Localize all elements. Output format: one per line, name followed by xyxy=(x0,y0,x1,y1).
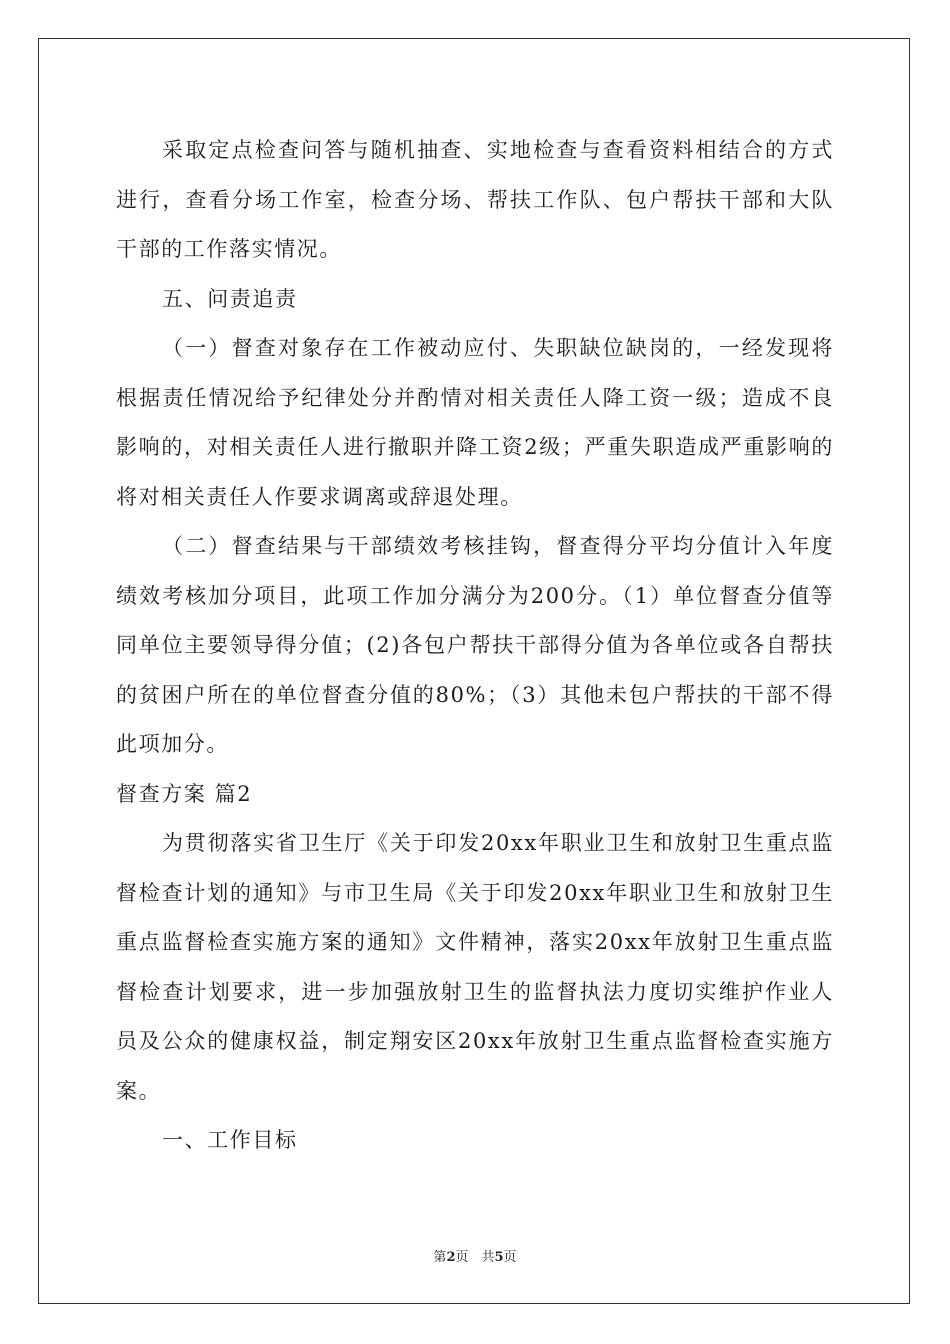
footer-suffix: 页 xyxy=(503,1250,517,1265)
footer-mid: 页 共 xyxy=(455,1250,495,1265)
article-title-part-2: 督查方案 篇2 xyxy=(116,781,253,806)
paragraph-plan-intro: 为贯彻落实省卫生厅《关于印发20xx年职业卫生和放射卫生重点监督检查计划的通知》与市卫生局《关于印发20xx年职业卫生和放射卫生重点监督检查实施方案的通知》文件精神，落实20xx年放射卫生重点监督检查计划要求，进一步加强放射卫生的监督执法力度切实维护作业人员及公众的健康权益，制定翔安区20xx年放射卫生重点监督检查实施方案。 xyxy=(116,831,834,1103)
page-number-footer xyxy=(0,1246,950,1265)
section-heading-work-goal: 一、工作目标 xyxy=(162,1128,298,1152)
section-heading-accountability: 五、问责追责 xyxy=(162,286,298,311)
paragraph-accountability-2: （二）督查结果与干部绩效考核挂钩，督查得分平均分值计入年度绩效考核加分项目，此项工作加分满分为200分。（1）单位督查分值等同单位主要领导得分值；(2)各包户帮扶干部得分值为各单位或各自帮扶的贫困户所在的单位督查分值的80%；（3）其他未包户帮扶的干部不得此项加分。 xyxy=(116,534,834,756)
footer-current-page: 2 xyxy=(446,1250,456,1265)
document-body xyxy=(116,126,834,1166)
paragraph-inspection-method: 采取定点检查问答与随机抽查、实地检查与查看资料相结合的方式进行，查看分场工作室，检查分场、帮扶工作队、包户帮扶干部和大队干部的工作落实情况。 xyxy=(116,138,834,261)
footer-total-pages: 5 xyxy=(494,1250,504,1265)
footer-prefix: 第 xyxy=(433,1250,447,1265)
paragraph-accountability-1: （一）督查对象存在工作被动应付、失职缺位缺岗的，一经发现将根据责任情况给予纪律处分并酌情对相关责任人降工资一级；造成不良影响的，对相关责任人进行撤职并降工资2级；严重失职造成严重影响的将对相关责任人作要求调离或辞退处理。 xyxy=(116,336,834,509)
